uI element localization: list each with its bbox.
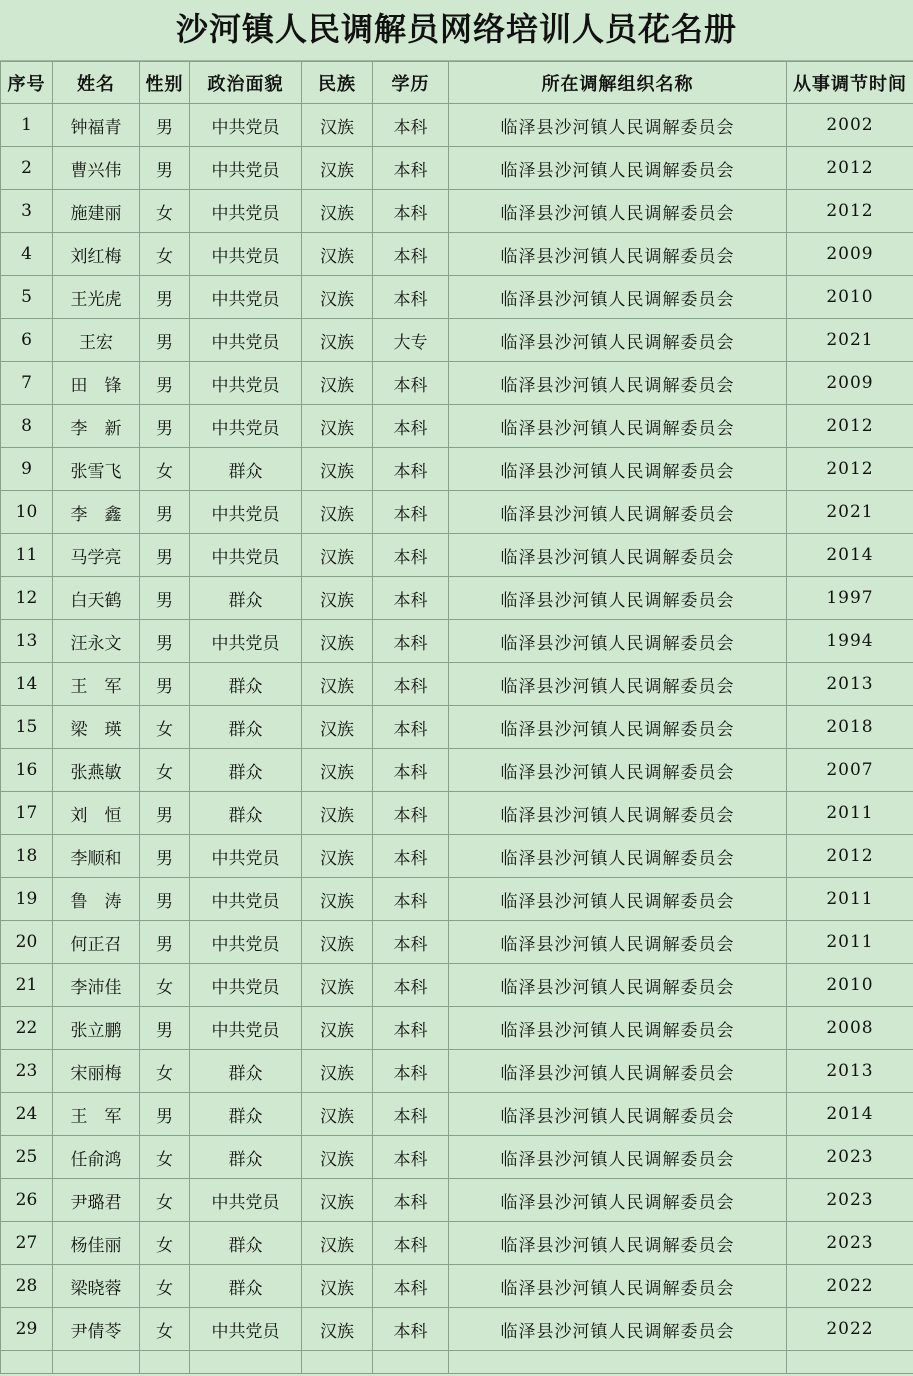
cell-name: 张燕敏 — [53, 749, 140, 792]
cell-ethnicity: 汉族 — [302, 577, 373, 620]
cell-education: 本科 — [373, 620, 449, 663]
cell-index: 24 — [1, 1093, 53, 1136]
cell-education: 本科 — [373, 276, 449, 319]
cell-ethnicity: 汉族 — [302, 1222, 373, 1265]
cell-organization: 临泽县沙河镇人民调解委员会 — [449, 663, 787, 706]
cell-education: 本科 — [373, 835, 449, 878]
cell-index: 3 — [1, 190, 53, 233]
cell-index: 27 — [1, 1222, 53, 1265]
header-ethnicity: 民族 — [302, 62, 373, 104]
cell-political-status: 中共党员 — [190, 190, 302, 233]
cell-ethnicity: 汉族 — [302, 233, 373, 276]
cell-political-status: 中共党员 — [190, 534, 302, 577]
cell-organization: 临泽县沙河镇人民调解委员会 — [449, 491, 787, 534]
cell-political-status: 中共党员 — [190, 835, 302, 878]
cell-index: 11 — [1, 534, 53, 577]
cell-political-status: 中共党员 — [190, 1007, 302, 1050]
table-row — [1, 362, 913, 405]
cell-political-status: 群众 — [190, 792, 302, 835]
empty-cell — [190, 1351, 302, 1374]
table-row — [1, 491, 913, 534]
cell-start-year: 2011 — [787, 921, 913, 964]
header-name: 姓名 — [53, 62, 140, 104]
cell-index: 22 — [1, 1007, 53, 1050]
cell-start-year: 2012 — [787, 448, 913, 491]
header-gender: 性别 — [140, 62, 190, 104]
cell-start-year: 2002 — [787, 104, 913, 147]
table-row — [1, 1265, 913, 1308]
cell-index: 13 — [1, 620, 53, 663]
cell-gender: 男 — [140, 1007, 190, 1050]
table-row — [1, 1136, 913, 1179]
cell-name: 张雪飞 — [53, 448, 140, 491]
cell-gender: 男 — [140, 405, 190, 448]
cell-gender: 女 — [140, 1136, 190, 1179]
table-row — [1, 448, 913, 491]
cell-start-year: 2023 — [787, 1179, 913, 1222]
cell-start-year: 2022 — [787, 1308, 913, 1351]
cell-start-year: 2013 — [787, 1050, 913, 1093]
cell-organization: 临泽县沙河镇人民调解委员会 — [449, 577, 787, 620]
table-row — [1, 1179, 913, 1222]
cell-name: 刘 恒 — [53, 792, 140, 835]
cell-organization: 临泽县沙河镇人民调解委员会 — [449, 1222, 787, 1265]
cell-education: 本科 — [373, 1179, 449, 1222]
cell-political-status: 中共党员 — [190, 620, 302, 663]
cell-education: 本科 — [373, 491, 449, 534]
cell-education: 本科 — [373, 448, 449, 491]
table-row — [1, 749, 913, 792]
cell-organization: 临泽县沙河镇人民调解委员会 — [449, 620, 787, 663]
cell-ethnicity: 汉族 — [302, 792, 373, 835]
cell-index: 28 — [1, 1265, 53, 1308]
cell-name: 田 锋 — [53, 362, 140, 405]
cell-name: 杨佳丽 — [53, 1222, 140, 1265]
cell-index: 9 — [1, 448, 53, 491]
cell-index: 2 — [1, 147, 53, 190]
cell-start-year: 1994 — [787, 620, 913, 663]
cell-organization: 临泽县沙河镇人民调解委员会 — [449, 835, 787, 878]
cell-gender: 男 — [140, 491, 190, 534]
cell-political-status: 群众 — [190, 749, 302, 792]
cell-organization: 临泽县沙河镇人民调解委员会 — [449, 1050, 787, 1093]
cell-organization: 临泽县沙河镇人民调解委员会 — [449, 147, 787, 190]
table-row — [1, 663, 913, 706]
cell-start-year: 2012 — [787, 147, 913, 190]
cell-start-year: 2023 — [787, 1222, 913, 1265]
cell-name: 梁 瑛 — [53, 706, 140, 749]
cell-name: 白天鹤 — [53, 577, 140, 620]
header-start-year: 从事调节时间 — [787, 62, 913, 104]
cell-education: 本科 — [373, 749, 449, 792]
cell-gender: 男 — [140, 1093, 190, 1136]
roster-body — [1, 104, 913, 1374]
cell-index: 25 — [1, 1136, 53, 1179]
table-row — [1, 319, 913, 362]
cell-ethnicity: 汉族 — [302, 190, 373, 233]
cell-index: 14 — [1, 663, 53, 706]
cell-gender: 男 — [140, 534, 190, 577]
cell-political-status: 群众 — [190, 448, 302, 491]
cell-political-status: 群众 — [190, 1222, 302, 1265]
cell-political-status: 群众 — [190, 577, 302, 620]
cell-ethnicity: 汉族 — [302, 1007, 373, 1050]
table-row — [1, 1308, 913, 1351]
cell-name: 王 军 — [53, 1093, 140, 1136]
cell-organization: 临泽县沙河镇人民调解委员会 — [449, 706, 787, 749]
cell-name: 曹兴伟 — [53, 147, 140, 190]
cell-education: 本科 — [373, 405, 449, 448]
cell-education: 本科 — [373, 1093, 449, 1136]
cell-organization: 临泽县沙河镇人民调解委员会 — [449, 233, 787, 276]
cell-organization: 临泽县沙河镇人民调解委员会 — [449, 749, 787, 792]
cell-ethnicity: 汉族 — [302, 620, 373, 663]
cell-ethnicity: 汉族 — [302, 1093, 373, 1136]
cell-political-status: 中共党员 — [190, 1179, 302, 1222]
cell-organization: 临泽县沙河镇人民调解委员会 — [449, 1136, 787, 1179]
cell-gender: 女 — [140, 1179, 190, 1222]
cell-education: 本科 — [373, 706, 449, 749]
cell-index: 17 — [1, 792, 53, 835]
header-index: 序号 — [1, 62, 53, 104]
cell-political-status: 中共党员 — [190, 319, 302, 362]
table-row — [1, 1007, 913, 1050]
cell-name: 梁晓蓉 — [53, 1265, 140, 1308]
cell-ethnicity: 汉族 — [302, 491, 373, 534]
cell-political-status: 群众 — [190, 663, 302, 706]
cell-index: 4 — [1, 233, 53, 276]
cell-organization: 临泽县沙河镇人民调解委员会 — [449, 276, 787, 319]
table-row — [1, 792, 913, 835]
cell-organization: 临泽县沙河镇人民调解委员会 — [449, 792, 787, 835]
cell-ethnicity: 汉族 — [302, 1050, 373, 1093]
table-row — [1, 104, 913, 147]
cell-ethnicity: 汉族 — [302, 878, 373, 921]
table-row — [1, 577, 913, 620]
table-row — [1, 706, 913, 749]
cell-organization: 临泽县沙河镇人民调解委员会 — [449, 405, 787, 448]
cell-ethnicity: 汉族 — [302, 749, 373, 792]
cell-education: 本科 — [373, 1265, 449, 1308]
cell-start-year: 2012 — [787, 835, 913, 878]
table-row — [1, 835, 913, 878]
header-organization: 所在调解组织名称 — [449, 62, 787, 104]
cell-education: 本科 — [373, 147, 449, 190]
cell-education: 本科 — [373, 921, 449, 964]
cell-organization: 临泽县沙河镇人民调解委员会 — [449, 362, 787, 405]
empty-cell — [53, 1351, 140, 1374]
cell-ethnicity: 汉族 — [302, 362, 373, 405]
table-row — [1, 276, 913, 319]
cell-ethnicity: 汉族 — [302, 1179, 373, 1222]
cell-ethnicity: 汉族 — [302, 706, 373, 749]
cell-name: 王光虎 — [53, 276, 140, 319]
cell-name: 尹璐君 — [53, 1179, 140, 1222]
cell-name: 何正召 — [53, 921, 140, 964]
cell-index: 5 — [1, 276, 53, 319]
cell-political-status: 群众 — [190, 1093, 302, 1136]
header-education: 学历 — [373, 62, 449, 104]
cell-ethnicity: 汉族 — [302, 921, 373, 964]
cell-gender: 女 — [140, 1222, 190, 1265]
cell-political-status: 群众 — [190, 1136, 302, 1179]
cell-name: 尹倩苓 — [53, 1308, 140, 1351]
header-political-status: 政治面貌 — [190, 62, 302, 104]
cell-gender: 女 — [140, 190, 190, 233]
cell-start-year: 2012 — [787, 190, 913, 233]
cell-index: 21 — [1, 964, 53, 1007]
table-row — [1, 620, 913, 663]
page-title: 沙河镇人民调解员网络培训人员花名册 — [0, 0, 913, 61]
empty-row — [1, 1351, 913, 1374]
cell-index: 12 — [1, 577, 53, 620]
cell-gender: 男 — [140, 792, 190, 835]
cell-gender: 女 — [140, 1050, 190, 1093]
empty-cell — [787, 1351, 913, 1374]
cell-ethnicity: 汉族 — [302, 534, 373, 577]
cell-index: 7 — [1, 362, 53, 405]
cell-education: 本科 — [373, 104, 449, 147]
cell-index: 16 — [1, 749, 53, 792]
cell-gender: 女 — [140, 749, 190, 792]
cell-start-year: 2014 — [787, 1093, 913, 1136]
cell-start-year: 2013 — [787, 663, 913, 706]
cell-index: 1 — [1, 104, 53, 147]
cell-gender: 男 — [140, 663, 190, 706]
cell-political-status: 中共党员 — [190, 233, 302, 276]
empty-cell — [373, 1351, 449, 1374]
table-row — [1, 534, 913, 577]
cell-start-year: 2012 — [787, 405, 913, 448]
cell-organization: 临泽县沙河镇人民调解委员会 — [449, 1093, 787, 1136]
cell-political-status: 群众 — [190, 1050, 302, 1093]
cell-education: 本科 — [373, 878, 449, 921]
cell-organization: 临泽县沙河镇人民调解委员会 — [449, 448, 787, 491]
cell-organization: 临泽县沙河镇人民调解委员会 — [449, 319, 787, 362]
cell-index: 18 — [1, 835, 53, 878]
cell-start-year: 2008 — [787, 1007, 913, 1050]
cell-gender: 女 — [140, 233, 190, 276]
cell-name: 李沛佳 — [53, 964, 140, 1007]
cell-education: 本科 — [373, 1136, 449, 1179]
table-row — [1, 964, 913, 1007]
cell-education: 本科 — [373, 362, 449, 405]
cell-organization: 临泽县沙河镇人民调解委员会 — [449, 534, 787, 577]
cell-ethnicity: 汉族 — [302, 276, 373, 319]
cell-education: 本科 — [373, 1222, 449, 1265]
cell-political-status: 中共党员 — [190, 491, 302, 534]
cell-ethnicity: 汉族 — [302, 405, 373, 448]
cell-gender: 女 — [140, 448, 190, 491]
cell-education: 本科 — [373, 663, 449, 706]
cell-index: 10 — [1, 491, 53, 534]
table-row — [1, 233, 913, 276]
cell-name: 李 新 — [53, 405, 140, 448]
cell-index: 29 — [1, 1308, 53, 1351]
cell-education: 本科 — [373, 1308, 449, 1351]
cell-start-year: 2007 — [787, 749, 913, 792]
cell-index: 19 — [1, 878, 53, 921]
cell-ethnicity: 汉族 — [302, 964, 373, 1007]
cell-organization: 临泽县沙河镇人民调解委员会 — [449, 104, 787, 147]
cell-start-year: 1997 — [787, 577, 913, 620]
cell-organization: 临泽县沙河镇人民调解委员会 — [449, 190, 787, 233]
cell-political-status: 中共党员 — [190, 1308, 302, 1351]
cell-ethnicity: 汉族 — [302, 1308, 373, 1351]
cell-organization: 临泽县沙河镇人民调解委员会 — [449, 1308, 787, 1351]
cell-start-year: 2009 — [787, 233, 913, 276]
cell-ethnicity: 汉族 — [302, 835, 373, 878]
cell-gender: 男 — [140, 577, 190, 620]
cell-ethnicity: 汉族 — [302, 448, 373, 491]
cell-political-status: 中共党员 — [190, 405, 302, 448]
cell-political-status: 群众 — [190, 1265, 302, 1308]
cell-start-year: 2009 — [787, 362, 913, 405]
cell-index: 8 — [1, 405, 53, 448]
cell-education: 本科 — [373, 1007, 449, 1050]
cell-education: 本科 — [373, 792, 449, 835]
cell-ethnicity: 汉族 — [302, 319, 373, 362]
roster-table — [0, 61, 913, 1374]
cell-start-year: 2021 — [787, 319, 913, 362]
cell-index: 23 — [1, 1050, 53, 1093]
cell-gender: 男 — [140, 276, 190, 319]
cell-political-status: 中共党员 — [190, 921, 302, 964]
cell-political-status: 中共党员 — [190, 147, 302, 190]
cell-organization: 临泽县沙河镇人民调解委员会 — [449, 964, 787, 1007]
cell-political-status: 中共党员 — [190, 964, 302, 1007]
cell-gender: 女 — [140, 1265, 190, 1308]
cell-index: 26 — [1, 1179, 53, 1222]
cell-gender: 男 — [140, 147, 190, 190]
cell-ethnicity: 汉族 — [302, 663, 373, 706]
empty-cell — [449, 1351, 787, 1374]
cell-political-status: 中共党员 — [190, 878, 302, 921]
cell-gender: 男 — [140, 104, 190, 147]
cell-ethnicity: 汉族 — [302, 1265, 373, 1308]
cell-index: 6 — [1, 319, 53, 362]
cell-gender: 男 — [140, 620, 190, 663]
cell-gender: 女 — [140, 964, 190, 1007]
cell-start-year: 2011 — [787, 878, 913, 921]
cell-start-year: 2018 — [787, 706, 913, 749]
empty-cell — [1, 1351, 53, 1374]
cell-start-year: 2010 — [787, 276, 913, 319]
cell-political-status: 中共党员 — [190, 362, 302, 405]
cell-name: 汪永文 — [53, 620, 140, 663]
cell-political-status: 群众 — [190, 706, 302, 749]
cell-start-year: 2022 — [787, 1265, 913, 1308]
cell-organization: 临泽县沙河镇人民调解委员会 — [449, 1007, 787, 1050]
cell-name: 王 军 — [53, 663, 140, 706]
empty-cell — [140, 1351, 190, 1374]
cell-name: 马学亮 — [53, 534, 140, 577]
cell-name: 任俞鸿 — [53, 1136, 140, 1179]
cell-political-status: 中共党员 — [190, 276, 302, 319]
cell-name: 钟福青 — [53, 104, 140, 147]
cell-name: 张立鹏 — [53, 1007, 140, 1050]
cell-gender: 男 — [140, 835, 190, 878]
table-row — [1, 1093, 913, 1136]
cell-gender: 女 — [140, 706, 190, 749]
cell-education: 本科 — [373, 577, 449, 620]
cell-gender: 女 — [140, 1308, 190, 1351]
cell-gender: 男 — [140, 362, 190, 405]
empty-cell — [302, 1351, 373, 1374]
cell-name: 王宏 — [53, 319, 140, 362]
cell-start-year: 2011 — [787, 792, 913, 835]
cell-start-year: 2023 — [787, 1136, 913, 1179]
table-row — [1, 405, 913, 448]
cell-ethnicity: 汉族 — [302, 1136, 373, 1179]
cell-gender: 男 — [140, 319, 190, 362]
cell-ethnicity: 汉族 — [302, 147, 373, 190]
header-row — [1, 62, 913, 104]
table-row — [1, 147, 913, 190]
table-row — [1, 878, 913, 921]
cell-name: 鲁 涛 — [53, 878, 140, 921]
cell-start-year: 2010 — [787, 964, 913, 1007]
cell-name: 李顺和 — [53, 835, 140, 878]
cell-start-year: 2014 — [787, 534, 913, 577]
cell-education: 本科 — [373, 1050, 449, 1093]
cell-education: 本科 — [373, 534, 449, 577]
table-row — [1, 1222, 913, 1265]
cell-gender: 男 — [140, 921, 190, 964]
cell-gender: 男 — [140, 878, 190, 921]
cell-political-status: 中共党员 — [190, 104, 302, 147]
cell-education: 本科 — [373, 964, 449, 1007]
cell-name: 李 鑫 — [53, 491, 140, 534]
table-row — [1, 190, 913, 233]
cell-index: 15 — [1, 706, 53, 749]
cell-organization: 临泽县沙河镇人民调解委员会 — [449, 878, 787, 921]
table-row — [1, 921, 913, 964]
cell-name: 宋丽梅 — [53, 1050, 140, 1093]
cell-organization: 临泽县沙河镇人民调解委员会 — [449, 1265, 787, 1308]
cell-education: 大专 — [373, 319, 449, 362]
cell-education: 本科 — [373, 233, 449, 276]
cell-name: 施建丽 — [53, 190, 140, 233]
table-row — [1, 1050, 913, 1093]
cell-index: 20 — [1, 921, 53, 964]
cell-name: 刘红梅 — [53, 233, 140, 276]
cell-organization: 临泽县沙河镇人民调解委员会 — [449, 1179, 787, 1222]
cell-education: 本科 — [373, 190, 449, 233]
cell-organization: 临泽县沙河镇人民调解委员会 — [449, 921, 787, 964]
cell-ethnicity: 汉族 — [302, 104, 373, 147]
cell-start-year: 2021 — [787, 491, 913, 534]
